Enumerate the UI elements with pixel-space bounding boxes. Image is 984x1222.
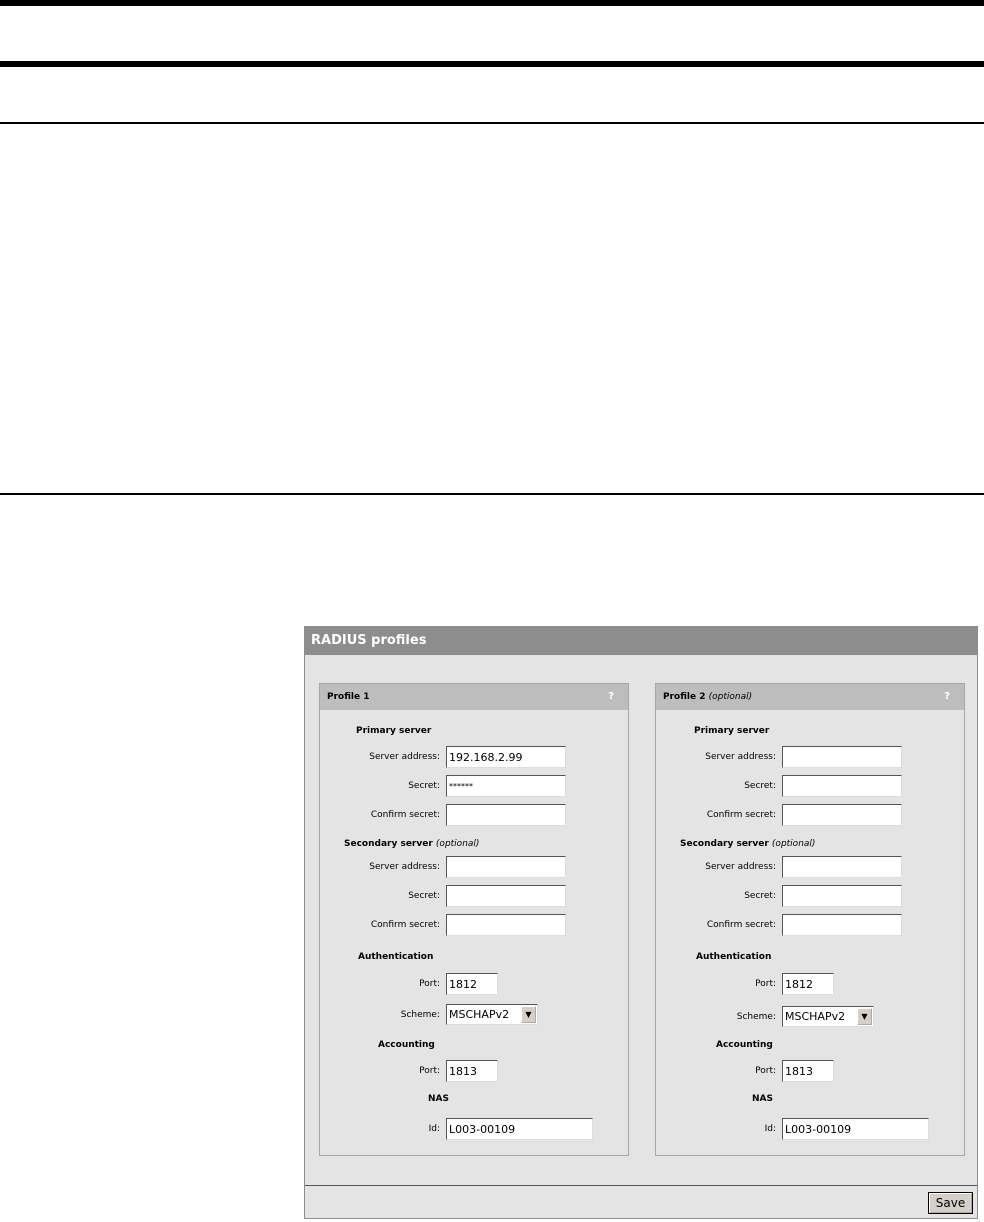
scheme-label: Scheme: — [736, 1012, 776, 1022]
secondary-server-heading — [344, 839, 479, 849]
help-icon[interactable]: ? — [944, 691, 950, 702]
secret-label: Secret: — [408, 891, 440, 901]
secondary-confirm-secret-input[interactable] — [446, 914, 566, 936]
primary-server-heading: Primary server — [356, 726, 432, 736]
nas-id-input[interactable] — [446, 1118, 593, 1140]
server-address-label: Server address: — [705, 862, 776, 872]
auth-port-input[interactable] — [782, 973, 834, 995]
profile-2-title: Profile 2 — [663, 692, 706, 702]
primary-secret-input[interactable] — [782, 775, 902, 797]
confirm-secret-label: Confirm secret: — [370, 920, 440, 930]
server-address-label: Server address: — [369, 862, 440, 872]
nas-heading: NAS — [428, 1094, 449, 1104]
secondary-secret-input[interactable] — [782, 885, 902, 907]
secondary-secret-input[interactable] — [446, 885, 566, 907]
primary-server-address-input[interactable] — [446, 746, 566, 768]
scheme-label: Scheme: — [400, 1010, 440, 1020]
secondary-confirm-secret-input[interactable] — [782, 914, 902, 936]
profile-1-box — [319, 683, 629, 1156]
acct-port-label: Port: — [419, 1066, 440, 1076]
primary-server-address-input[interactable] — [782, 746, 902, 768]
profile-2-header — [656, 684, 964, 710]
secondary-server-heading — [680, 839, 815, 849]
acct-port-input[interactable] — [446, 1060, 498, 1082]
primary-server-heading: Primary server — [694, 726, 770, 736]
auth-port-input[interactable] — [446, 973, 498, 995]
secondary-optional-note: (optional) — [435, 839, 480, 849]
secret-label: Secret: — [744, 891, 776, 901]
authentication-heading: Authentication — [358, 952, 434, 962]
nas-id-label: Id: — [428, 1124, 440, 1134]
primary-confirm-secret-input[interactable] — [782, 804, 902, 826]
save-button[interactable]: Save — [928, 1192, 973, 1214]
secondary-optional-note: (optional) — [771, 839, 816, 849]
header-rule — [0, 61, 984, 67]
section-rule-1 — [0, 122, 984, 124]
scheme-select[interactable] — [446, 1004, 538, 1025]
secondary-server-title: Secondary server — [680, 839, 769, 849]
confirm-secret-label: Confirm secret: — [706, 810, 776, 820]
secret-label: Secret: — [408, 781, 440, 791]
profile-2-optional-note: (optional) — [708, 692, 753, 702]
primary-secret-input[interactable] — [446, 775, 566, 797]
help-icon[interactable]: ? — [608, 691, 614, 702]
radius-profiles-panel — [304, 626, 978, 1219]
server-address-label: Server address: — [369, 752, 440, 762]
authentication-heading: Authentication — [696, 952, 772, 962]
nas-id-label: Id: — [764, 1124, 776, 1134]
acct-port-label: Port: — [755, 1066, 776, 1076]
profile-1-title: Profile 1 — [327, 692, 370, 702]
scheme-select-value: MSCHAPv2 — [449, 1008, 510, 1021]
profile-1-header — [320, 684, 628, 710]
scheme-select[interactable] — [782, 1006, 874, 1027]
auth-port-label: Port: — [755, 979, 776, 989]
profile-2-box — [655, 683, 965, 1156]
primary-confirm-secret-input[interactable] — [446, 804, 566, 826]
acct-port-input[interactable] — [782, 1060, 834, 1082]
secret-label: Secret: — [744, 781, 776, 791]
server-address-label: Server address: — [705, 752, 776, 762]
dropdown-arrow-icon[interactable]: ▼ — [857, 1008, 872, 1025]
secondary-server-address-input[interactable] — [446, 856, 566, 878]
confirm-secret-label: Confirm secret: — [706, 920, 776, 930]
accounting-heading: Accounting — [716, 1040, 773, 1050]
panel-title: RADIUS profiles — [305, 627, 977, 655]
auth-port-label: Port: — [419, 979, 440, 989]
secondary-server-address-input[interactable] — [782, 856, 902, 878]
accounting-heading: Accounting — [378, 1040, 435, 1050]
secondary-server-title: Secondary server — [344, 839, 433, 849]
section-rule-2 — [0, 493, 984, 495]
scheme-select-value: MSCHAPv2 — [785, 1010, 846, 1023]
confirm-secret-label: Confirm secret: — [370, 810, 440, 820]
dropdown-arrow-icon[interactable]: ▼ — [521, 1006, 536, 1023]
nas-id-input[interactable] — [782, 1118, 929, 1140]
top-rule — [0, 0, 984, 6]
panel-footer — [305, 1185, 977, 1218]
nas-heading: NAS — [752, 1094, 773, 1104]
